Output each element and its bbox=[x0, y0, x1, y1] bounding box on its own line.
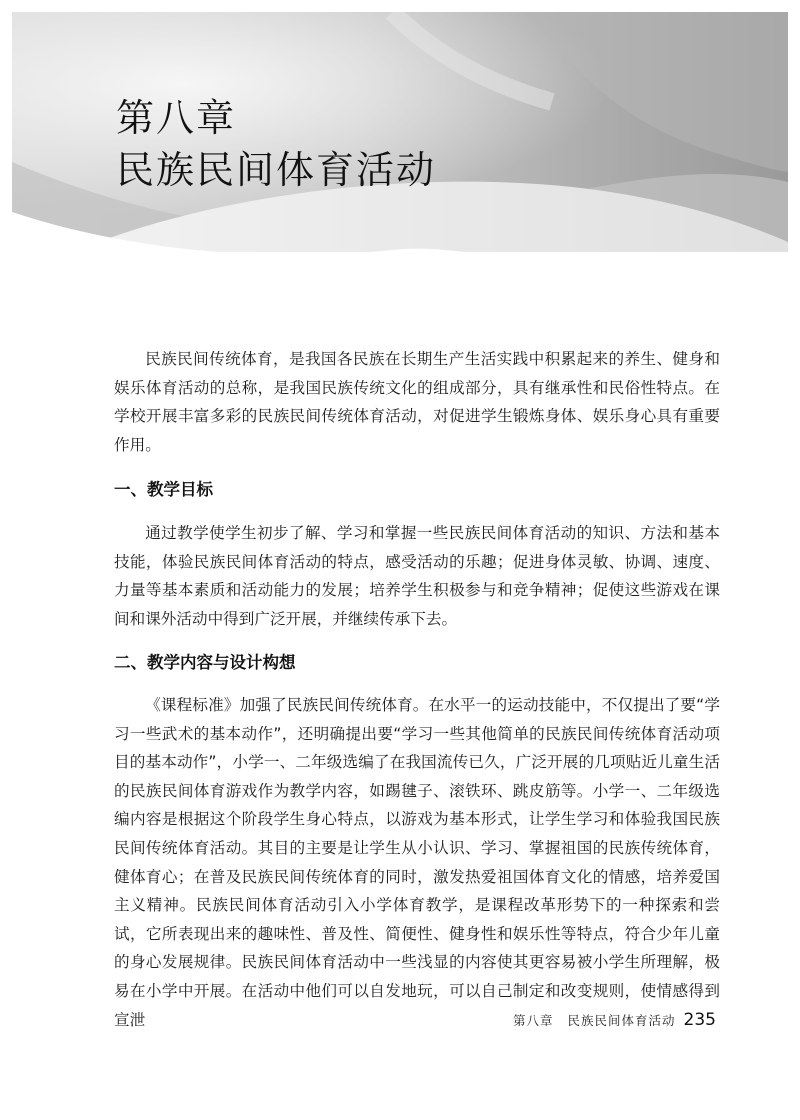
chapter-number: 第八章 bbox=[116, 96, 237, 140]
content-paragraph: 《课程标准》加强了民族民间传统体育。在水平一的运动技能中，不仅提出了要“学习一些武术的基本动作”，还明确提出要“学习一些其他简单的民族民间传统体育活动项目的基本动作”，小学一、二年级选编了在我国流传已久，广泛开展的几项贴近儿童生活的民族民间体育游戏作为教学内容，如踢毽子、滚铁环、跳皮筋等。小学一、二年级选编内容是根据这个阶段学生身心特点，以游戏为基本形式，让学生学习和体验我国民族民间传统体育活动。其目的主要是让学生从小认识、学习、掌握祖国的民族传统体育，健体育心；在普及民族民间传统体育的同时，激发热爱祖国体育文化的情感，培养爱国主义精神。民族民间体育活动引入小学体育教学，是课程改革形势下的一种探索和尝试，它所表现出来的趣味性、普及性、简便性、健身性和娱乐性等特点，符合少年儿童的身心发展规律。民族民间体育活动中一些浅显的内容使其更容易被小学生所理解，极易在小学中开展。在活动中他们可以自发地玩，可以自己制定和改变规则，使情感得到宣泄 bbox=[114, 696, 720, 1029]
intro-paragraph: 民族民间传统体育，是我国各民族在长期生产生活实践中积累起来的养生、健身和娱乐体育活动的总称，是我国民族传统文化的组成部分，具有继承性和民俗性特点。在学校开展丰富多彩的民族民间传统体育活动，对促进学生锻炼身体、娱乐身心具有重要作用。 bbox=[114, 350, 720, 454]
section-heading-goals: 一、教学目标 bbox=[114, 480, 213, 499]
footer-chapter-number: 第八章 bbox=[513, 1013, 554, 1028]
footer-chapter-title: 民族民间体育活动 bbox=[567, 1013, 676, 1028]
section-heading-content: 二、教学内容与设计构想 bbox=[114, 653, 296, 672]
goals-paragraph: 通过教学使学生初步了解、学习和掌握一些民族民间体育活动的知识、方法和基本技能，体验民族民间体育活动的特点，感受活动的乐趣；促进身体灵敏、协调、速度、力量等基本素质和活动能力的发展；培养学生积极参与和竞争精神；促使这些游戏在课间和课外活动中得到广泛开展，并继续传承下去。 bbox=[114, 524, 720, 628]
chapter-title bbox=[116, 92, 436, 196]
chapter-name: 民族民间体育活动 bbox=[116, 148, 437, 192]
page-footer bbox=[513, 1010, 716, 1030]
page-number: 235 bbox=[683, 1010, 716, 1030]
